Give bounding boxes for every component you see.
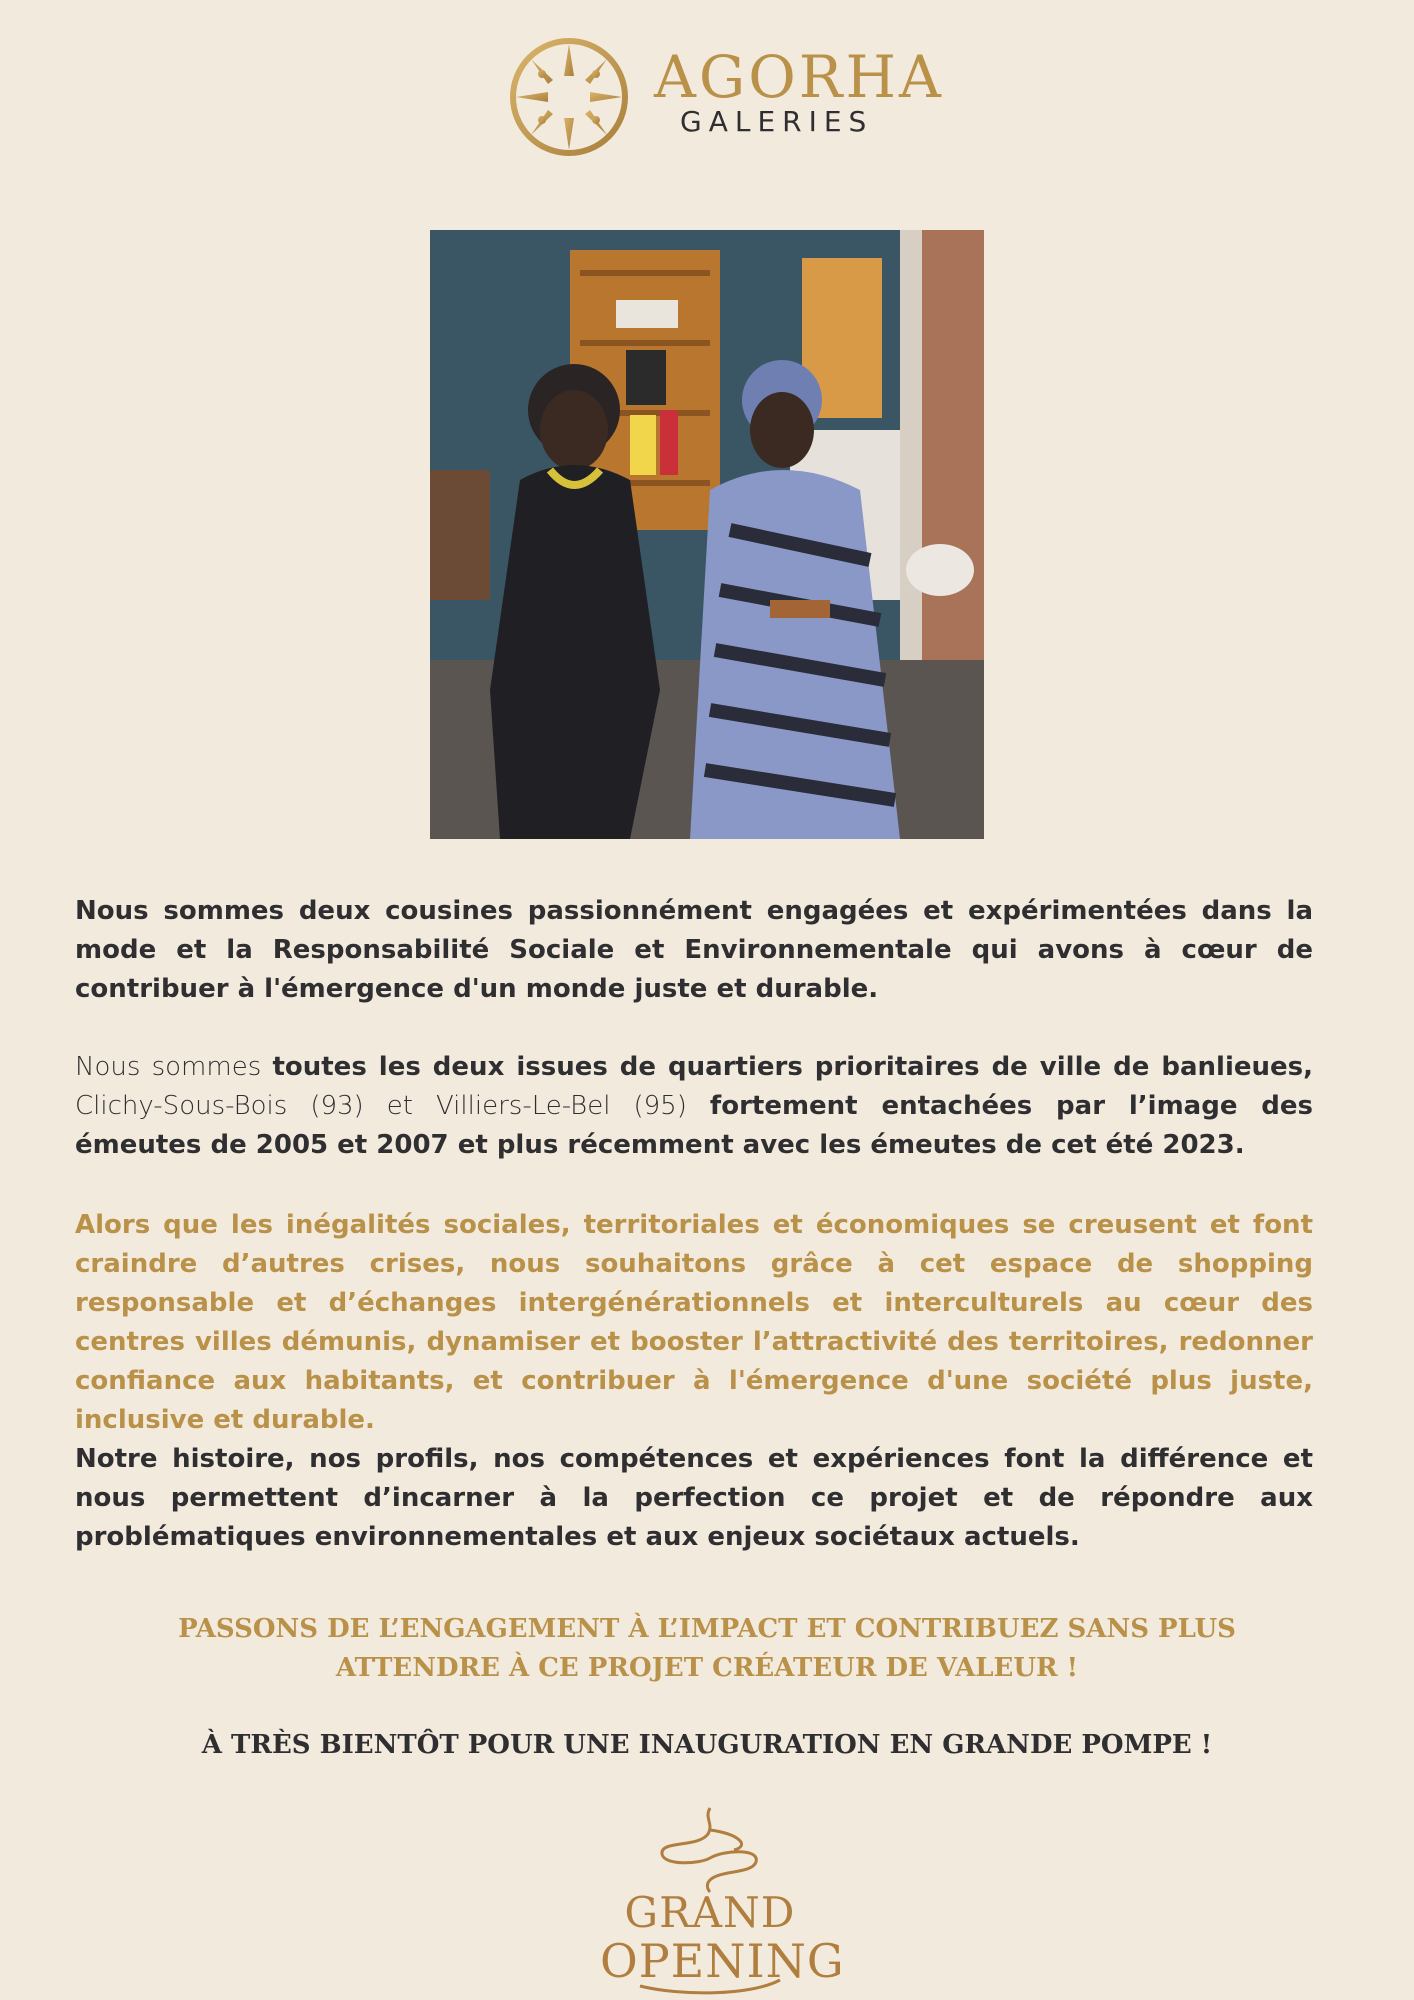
intro-paragraph: Nous sommes deux cousines passionnément engagées et expérimentées dans la mode et la Responsabilité Sociale et Environnementale qui avons à cœur de contribuer à l'émergence d'un monde juste et durable.: [75, 896, 1313, 1004]
call-to-action: PASSONS DE L’ENGAGEMENT À L’IMPACT ET CONTRIBUEZ SANS PLUS ATTENDRE À CE PROJET CRÉATEUR DE VALEUR !: [178, 1614, 1236, 1683]
brand-name: AGORHA: [654, 43, 944, 111]
origin-paragraph: [75, 1048, 1313, 1165]
brand-logo: [508, 36, 944, 158]
origin-text-3: Clichy-Sous-Bois (93) et Villiers-Le-Bel (95): [75, 1091, 710, 1121]
grand-opening-emblem: [600, 1800, 845, 2000]
grand-word: GRAND: [624, 1888, 796, 1937]
brand-subtitle: GALERIES: [680, 105, 874, 138]
origin-text-1: Nous sommes: [75, 1052, 273, 1082]
inauguration-note: À TRÈS BIENTÔT POUR UNE INAUGURATION EN GRANDE POMPE !: [201, 1730, 1213, 1760]
sun-emblem-icon: [508, 36, 630, 158]
origin-text-4: fortement entachées par l’image des émeutes de 2005 et 2007 et plus récemment avec les émeutes de cet été 2023.: [75, 1091, 1314, 1160]
story-paragraph: Notre histoire, nos profils, nos compétences et expériences font la différence et nous permettent d’incarner à la perfection ce projet et de répondre aux problématiques environnementales et aux enjeux sociétaux actuels.: [75, 1444, 1313, 1552]
mission-paragraph: Alors que les inégalités sociales, territoriales et économiques se creusent et font craindre d’autres crises, nous souhaitons grâce à cet espace de shopping responsable et d’échanges intergénérationnels et interculturels au cœur des centres villes démunis, dynamiser et booster l’attractivité des territoires, redonner confiance aux habitants, et contribuer à l'émergence d'une société plus juste, inclusive et durable.: [75, 1210, 1313, 1435]
opening-word: OPENING: [600, 1934, 845, 1988]
founders-photo: [430, 230, 984, 839]
origin-text-2: toutes les deux issues de quartiers prioritaires de ville de banlieues,: [272, 1052, 1313, 1082]
